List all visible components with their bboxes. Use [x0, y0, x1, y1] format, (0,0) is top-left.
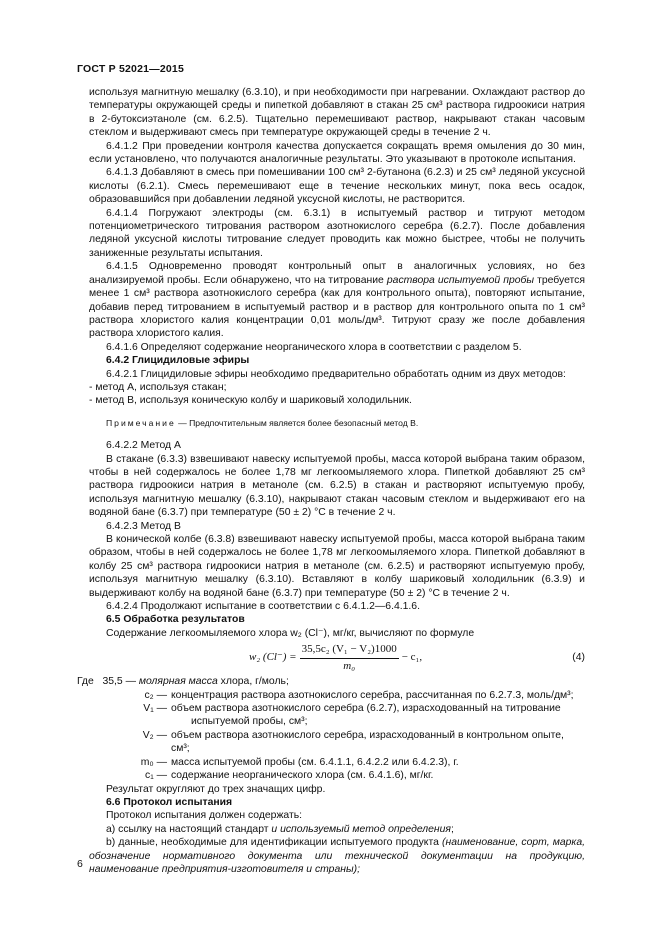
paragraph: 6.4.1.3 Добавляют в смесь при помешивании 100 см³ 2-бутанона (6.2.3) и 25 см³ ледяной уксусной кислоты (6.2.1). Смесь перемешивают еще в течение нескольких минут, пока весь осадок, образовавшийся при добавлении ледяной уксусной кислоты, не растворится.: [89, 167, 585, 206]
subsection-title: 6.4.2.2 Метод А: [106, 440, 181, 452]
legend-symbol: V₂ —: [142, 729, 167, 741]
paragraph: Результат округляют до трех значащих цифр.: [106, 783, 326, 795]
legend-text: испытуемой пробы, см³;: [191, 716, 308, 728]
legend-symbol: [89, 715, 171, 728]
legend-text: объем раствора азотнокислого серебра (6.2.7), израсходованный на титрование: [171, 703, 561, 715]
legend-symbol: V₁ —: [143, 703, 167, 715]
formula-lhs: w₂ (Cl⁻) =: [249, 651, 297, 664]
paragraph: 6.4.2.1 Глицидиловые эфиры необходимо предварительно обработать одним из двух методов:: [106, 368, 566, 380]
legend-text: объем раствора азотнокислого серебра, израсходованный в контрольном опыте, см³;: [171, 729, 564, 755]
paragraph: используя магнитную мешалку (6.3.10), и при необходимости при нагревании. Охлаждают раствор до температуры окружающей среды и пипеткой добавляют в стакан 25 см³ раствора гидроокиси натрия в 2-бутоксиэтаноле (см. 6.2.5). Тщательно перемешивают раствор, накрывают стакан часовым стеклом и выдерживают смесь при температуре окружающей среды в течение 2 ч.: [89, 87, 585, 139]
section-heading: 6.5 Обработка результатов: [106, 614, 245, 626]
paragraph: 6.4.1.2 При проведении контроля качества допускается сокращать время омыления до 30 мин, если установлено, что получаются аналогичные результаты. Это указывают в протоколе испытания.: [89, 140, 585, 166]
text: ;: [450, 823, 454, 835]
paragraph: Протокол испытания должен содержать:: [106, 810, 303, 822]
paragraph: В конической колбе (6.3.8) взвешивают навеску испытуемой пробы, масса которой выбрана таким образом, чтобы в ней содержалось не более 1,78 мг легкоомыляемого хлора. Пипеткой добавляют в колбу 25 см³ раствора гидроокиси натрия в метаноле (см. 6.2.5) и растворяют испытуемую пробу, используя магнитную мешалку (6.3.10). Вставляют в колбу шариковый холодильник (6.3.9) и выдерживают колбу на водяной бане (6.3.7) при температуре (50 ± 2) °С в течение 2 ч.: [89, 534, 585, 599]
paragraph: 6.4.2.4 Продолжают испытание в соответствии с 6.4.1.2—6.4.1.6.: [106, 601, 420, 613]
where-line: [77, 675, 585, 688]
formula-tail: − c₁,: [401, 651, 423, 664]
legend-row: [89, 702, 585, 715]
legend-symbol: c₁ —: [145, 770, 167, 782]
subsection-title: 6.4.2.3 Метод В: [106, 520, 181, 532]
section-heading: 6.4.2 Глицидиловые эфиры: [106, 355, 250, 367]
formula-number: (4): [572, 652, 585, 664]
formula: [249, 643, 422, 673]
variable-legend: [89, 689, 585, 783]
note-text: — Предпочтительным является более безопасный метод В.: [175, 417, 419, 428]
paragraph: В стакане (6.3.3) взвешивают навеску испытуемой пробы, масса которой выбрана таким образом, чтобы в ней содержалось не более 1,78 мг легкоомыляемого хлора. Пипеткой добавляют 25 см³ раствора гидроокиси натрия в метаноле (см. 6.2.5) в стакан и растворяют испытуемую пробу, используя магнитную мешалку (6.3.10), накрывают стакан часовым стеклом и выдерживают его на водяной бане (6.3.7) при температуре (50 ± 2) °С в течение 2 ч.: [89, 453, 585, 519]
formula-fraction: [300, 643, 399, 673]
legend-row: [89, 689, 585, 702]
italic-text: (наименование, сорт, марка, обозначение нормативного документа или технической документации на продукцию, наименование предприятия-изготовителя и страны);: [89, 837, 585, 875]
note-label: Примечание: [106, 417, 176, 428]
page-number: 6: [77, 858, 83, 870]
legend-text: содержание неорганического хлора (см. 6.4.1.6), мг/кг.: [171, 770, 434, 782]
italic-text: молярная масса: [135, 676, 218, 688]
legend-row: [89, 715, 585, 728]
paragraph: 6.4.1.4 Погружают электроды (см. 6.3.1) в испытуемый раствор и титруют методом потенциометрического титрования раствором азотнокислого серебра (6.2.7). После добавления ледяной уксусной кислоты титрование следует проводить как можно быстрее, чтобы не получить заниженные результаты испытания.: [89, 207, 585, 259]
where-value: 35,5 —: [102, 676, 136, 688]
formula-numerator: 35,5c₂ (V₁ − V₂)1000: [300, 643, 399, 658]
legend-text: концентрация раствора азотнокислого серебра, рассчитанная по 6.2.7.3, моль/дм³;: [171, 689, 574, 701]
paragraph: [89, 260, 585, 340]
paragraph: Содержание легкоомыляемого хлора w₂ (Cl⁻), мг/кг, вычисляют по формуле: [106, 627, 475, 639]
note: [106, 417, 585, 430]
legend-row: [89, 756, 585, 769]
text: 6.4.1.5 Одновременно проводят контрольный опыт в аналогичных условиях, но без анализируемой пробы. Если обнаружено, что на титрование: [89, 261, 585, 286]
legend-text: масса испытуемой пробы (см. 6.4.1.1, 6.4.2.2 или 6.4.2.3), г.: [171, 756, 459, 768]
text: b) данные, необходимые для идентификации испытуемого продукта: [106, 837, 443, 849]
italic-text: раствора испытуемой пробы: [386, 274, 535, 286]
formula-block: [89, 643, 585, 673]
legend-symbol: c₂ —: [144, 689, 167, 701]
legend-row: [89, 729, 585, 756]
list-item: - метод В, используя коническую колбу и шариковый холодильник.: [89, 395, 412, 407]
formula-denominator: m₀: [343, 659, 356, 672]
text: а) ссылку на настоящий стандарт: [106, 823, 272, 835]
text: хлора, г/моль;: [217, 676, 289, 688]
list-item: [89, 823, 585, 836]
italic-text: и используемый метод определения: [271, 823, 451, 835]
where-word: Где: [77, 676, 94, 688]
legend-symbol: m₀ —: [140, 756, 167, 768]
document-header: ГОСТ Р 52021—2015: [77, 63, 185, 75]
paragraph: 6.4.1.6 Определяют содержание неорганического хлора в соответствии с разделом 5.: [106, 341, 522, 353]
list-item: [89, 836, 585, 876]
list-item: - метод А, используя стакан;: [89, 381, 227, 393]
legend-row: [89, 769, 585, 782]
text: требуется менее 1 см³ раствора азотнокислого серебра (как для контрольного опыта), повторяют испытание, добавив перед титрованием в испытуемый раствор и в раствор для контрольного опыта по 1 см³ раствора хлористого калия концентрации 0,01 моль/дм³. Титруют сразу же после добавления раствора хлористого калия.: [89, 274, 585, 340]
section-heading: 6.6 Протокол испытания: [106, 796, 233, 808]
document-body: [77, 86, 585, 876]
